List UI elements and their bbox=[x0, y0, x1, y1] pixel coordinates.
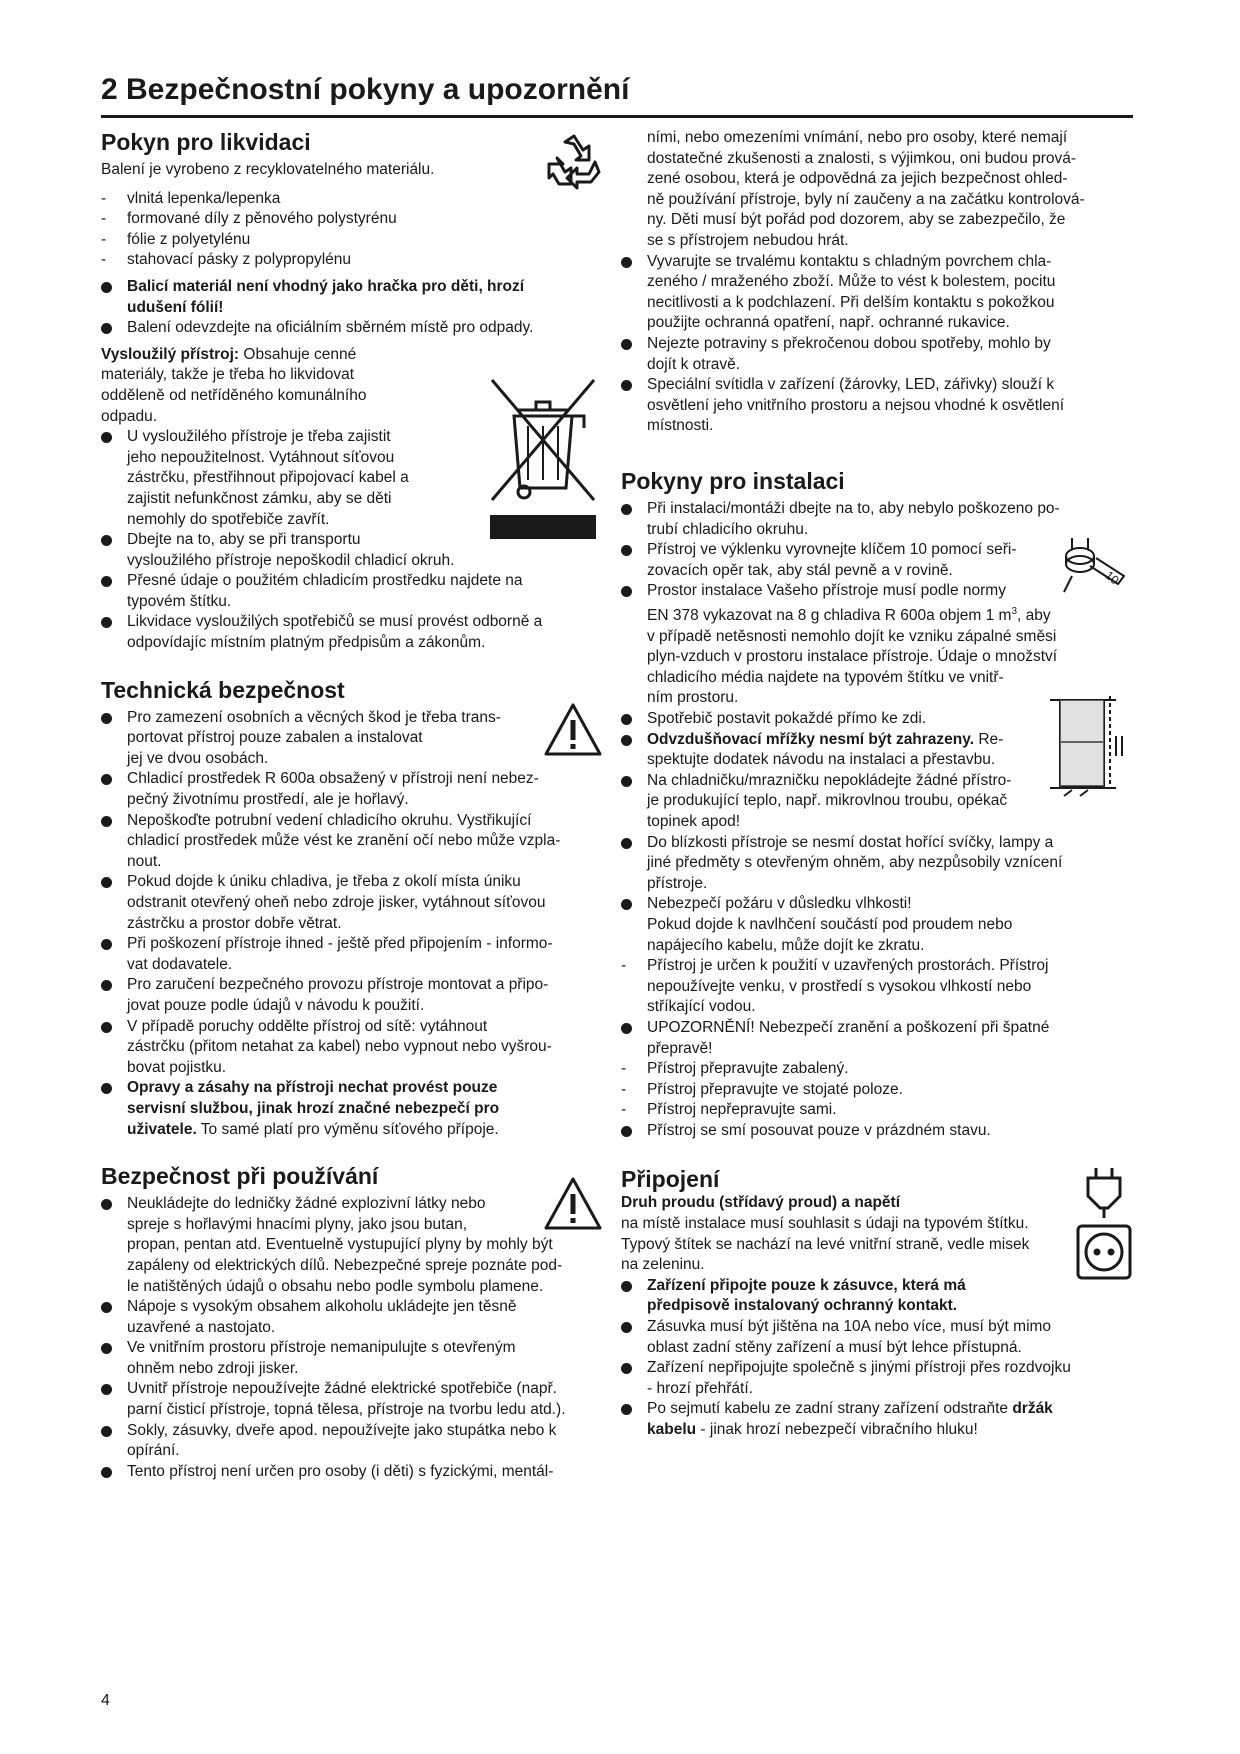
material-item: - vlnitá lepenka/lepenka bbox=[101, 189, 281, 207]
connect-text: na místě instalace musí souhlasit s údaji na typovém štítku. Typový štítek se nachází na levé vnitřní straně, vedle misek na zeleninu. bbox=[621, 1215, 1030, 1274]
usage-item: Tento přístroj není určen pro osoby (i děti) s fyzickými, mentál- bbox=[101, 1462, 609, 1483]
technical-item: Pokud dojde k úniku chladiva, je třeba z okolí místa úniku odstranit otevřený oheň nebo zdroje jisker, vytáhnout síťovou zástrčku a prostor dobře větrat. bbox=[101, 872, 609, 934]
usage-item: Speciální svítidla v zařízení (žárovky, LED, zářivky) slouží k osvětlení jeho vnitřního prostoru a nejsou vhodné k osvětlení místnosti. bbox=[621, 375, 1133, 437]
disposal-title: Pokyn pro likvidaci bbox=[101, 129, 311, 155]
page-title: 2 Bezpečnostní pokyny a upozornění bbox=[101, 73, 630, 106]
install-dash-line: - Přístroj je určen k použití v uzavřených prostorách. Přístroj nepoužívejte venku, v prostředí s vysokou vlhkostí nebo stříkající vodou. bbox=[621, 957, 1049, 1016]
install-item: Přístroj se smí posouvat pouze v prázdném stavu. bbox=[621, 1121, 1133, 1142]
warning-triangle-icon bbox=[543, 1176, 603, 1232]
old-appliance-text: Vysloužilý přístroj: Obsahuje cenné materiály, takže je třeba ho likvidovat odděleně od netříděného komunálního odpadu. bbox=[101, 345, 367, 425]
socket-icon bbox=[1076, 1224, 1132, 1280]
install-item: Odvzdušňovací mřížky nesmí být zahrazeny. Re- spektujte dodatek návodu na instalaci a přestavbu. bbox=[621, 730, 1133, 771]
material-item: - formované díly z pěnového polystyrénu bbox=[101, 210, 397, 228]
connect-subtitle: Druh proudu (střídavý proud) a napětí bbox=[621, 1194, 901, 1212]
usage-item: Uvnitř přístroje nepoužívejte žádné elektrické spotřebiče (např. parní čisticí přístroje, topná tělesa, přístroje na tvorbu ledu atd.). bbox=[101, 1379, 609, 1420]
usage-list bbox=[101, 1194, 609, 1482]
install-line: Na chladničku/mrazničku nepokládejte žádné přístro- je produkující teplo, např. mikrovlnou troubu, opékač topinek apod! bbox=[621, 771, 1133, 833]
disposal-bullet: Přesné údaje o použitém chladicím prostředku najdete na typovém štítku. bbox=[101, 571, 609, 612]
install-item: Spotřebič postavit pokaždé přímo ke zdi. bbox=[621, 709, 1133, 730]
usage-continuation-line: dostatečné zkušenosti a znalosti, s výjimkou, oni budou prová- bbox=[647, 149, 1077, 167]
disposal-bullet: U vysloužilého přístroje je třeba zajistit jeho nepoužitelnost. Vytáhnout síťovou zástrčku, přestřihnout připojovací kabel a zajistit nefunkčnost zámku, aby se děti nemohly do spotřebiče zavřít. bbox=[101, 427, 609, 530]
connect-item: Zásuvka musí být jištěna na 10A nebo více, musí být mimo oblast zadní stěny zařízení a musí být lehce přístupná. bbox=[621, 1317, 1133, 1358]
svg-text:10: 10 bbox=[1102, 568, 1122, 588]
usage-continuation-line: ně používání přístroje, byly ní zaučeny a na začátku kontrolová- bbox=[647, 190, 1085, 208]
install-title: Pokyny pro instalaci bbox=[621, 467, 845, 494]
install-dash-item: - Přístroj nepřepravujte sami. bbox=[621, 1101, 837, 1119]
usage-item: Nejezte potraviny s překročenou dobou spotřeby, mohlo by dojít k otravě. bbox=[621, 334, 1133, 375]
crossed-bin-icon bbox=[488, 370, 598, 540]
usage-continuation-line: se s přístrojem nebudou hrát. bbox=[647, 231, 849, 249]
install-item bbox=[621, 1018, 1133, 1059]
connect-title: Připojení bbox=[621, 1166, 720, 1193]
install-line: Do blízkosti přístroje se nesmí dostat hořící svíčky, lampy a jiné předměty s otevřeným ohněm, aby nezpůsobily vznícení přístroje. bbox=[621, 833, 1133, 895]
install-item bbox=[621, 894, 1133, 956]
install-item bbox=[621, 833, 1133, 895]
install-dash-item: - Přístroj přepravujte ve stojaté poloze. bbox=[621, 1080, 903, 1098]
disposal-bullet: Dbejte na to, aby se při transportu vysloužilého přístroje nepoškodil chladicí okruh. bbox=[101, 530, 609, 571]
packaging-warning: Balicí materiál není vhodný jako hračka pro děti, hrozí udušení fólií! bbox=[101, 277, 609, 318]
usage-item: Neukládejte do ledničky žádné explozivní látky nebo spreje s hořlavými hnacími plyny, jako jsou butan, propan, pentan atd. Eventuelně vystupující plyny by mohly být zapáleny od elektrických dílů. Nebezpečné spreje poznáte pod- le natištěných údajů o obsahu nebo podle symbolu plamene. bbox=[101, 1194, 609, 1297]
usage-continuation-line: zené osobou, která je odpovědná za jejich bezpečnost ohled- bbox=[647, 170, 1068, 188]
usage-title: Bezpečnost při používání bbox=[101, 1163, 379, 1190]
usage-item: Ve vnitřním prostoru přístroje nemanipulujte s otevřeným ohněm nebo zdroji jisker. bbox=[101, 1338, 609, 1379]
connect-item: Zařízení připojte pouze k zásuvce, která má předpisově instalovaný ochranný kontakt. bbox=[621, 1276, 1133, 1317]
usage-continuation-list bbox=[621, 252, 1133, 437]
install-dash-item bbox=[621, 956, 1133, 1018]
left-column bbox=[101, 128, 609, 1482]
usage-item: Vyvarujte se trvalému kontaktu s chladným povrchem chla- zeného / mraženého zboží. Může to vést k bolestem, pocitu necitlivosti a k podchlazení. Při delším kontaktu s pokožkou použijte ochranná opatření, např. ochranné rukavice. bbox=[621, 252, 1133, 334]
install-line: Při instalaci/montáži dbejte na to, aby nebylo poškozeno po- trubí chladicího okruhu. bbox=[621, 499, 1133, 540]
plug-icon bbox=[1078, 1166, 1130, 1218]
technical-list bbox=[101, 708, 609, 1079]
install-line: UPOZORNĚNÍ! Nebezpečí zranění a poškození při špatné přepravě! bbox=[621, 1018, 1133, 1059]
material-item: - fólie z polyetylénu bbox=[101, 230, 251, 248]
fridge-ventilation-icon bbox=[1046, 676, 1132, 806]
technical-item: V případě poruchy oddělte přístroj od sítě: vytáhnout zástrčku (přitom netahat za kabel) nebo vypnout nebo vyšrou- bovat pojistku. bbox=[101, 1017, 609, 1079]
install-line: Přístroj ve výklenku vyrovnejte klíčem 10 pomocí seři- zovacích opěr tak, aby stál pevně a v rovině. bbox=[621, 540, 1133, 581]
technical-item: Pro zaručení bezpečného provozu přístroje montovat a připo- jovat pouze podle údajů v návodu k použití. bbox=[101, 975, 609, 1016]
usage-continuation-line: ními, nebo omezeními vnímání, nebo pro osoby, které nemají bbox=[647, 129, 1068, 146]
install-dash-item: - Přístroj přepravujte zabalený. bbox=[621, 1060, 849, 1078]
usage-continuation-line: ny. Děti musí být pořád pod dozorem, aby se zabezpečilo, že bbox=[647, 211, 1066, 229]
warning-triangle-icon bbox=[543, 702, 603, 758]
usage-item: Nápoje s vysokým obsahem alkoholu ukládejte jen těsně uzavřené a nastojato. bbox=[101, 1297, 609, 1338]
technical-title: Technická bezpečnost bbox=[101, 676, 345, 703]
install-item bbox=[621, 540, 1133, 581]
technical-item: Při poškození přístroje ihned - ještě před připojením - informo- vat dodavatele. bbox=[101, 934, 609, 975]
technical-item: Pro zamezení osobních a věcných škod je třeba trans- portovat přístroj pouze zabalen a instalovat jej ve dvou osobách. bbox=[101, 708, 609, 770]
title-rule bbox=[101, 115, 1133, 118]
return-note: Balení odevzdejte na oficiálním sběrném místě pro odpady. bbox=[101, 318, 609, 339]
install-line: Nebezpečí požáru v důsledku vlhkosti! Pokud dojde k navlhčení součástí pod proudem nebo napájecího kabelu, může dojít ke zkratu. bbox=[621, 894, 1133, 956]
disposal-bullet: Likvidace vysloužilých spotřebičů se musí provést odborně a odpovídajíc místním platným předpisům a zákonům. bbox=[101, 612, 609, 653]
repair-warning: Opravy a zásahy na přístroji nechat provést pouze servisní službou, jinak hrozí značné nebezpečí pro uživatele. To samé platí pro výměnu síťového přípoje. bbox=[101, 1078, 609, 1140]
usage-continuation bbox=[621, 128, 1133, 252]
install-item: Prostor instalace Vašeho přístroje musí podle normy EN 378 vykazovat na 8 g chladiva R 600a objem 1 $m^3$, aby v případě netěsnosti nemohlo dojít ke vzniku zápalné směsi plyn-vzduch v prostoru instalace přístroje. Údaje o množství chladicího média najdete na typovém štítku ve vnitř- ním prostoru. bbox=[621, 581, 1133, 709]
usage-item: Sokly, zásuvky, dveře apod. nepoužívejte jako stupátka nebo k opírání. bbox=[101, 1421, 609, 1462]
connect-item: Po sejmutí kabelu ze zadní strany zařízení odstraňte držák kabelu - jinak hrozí nebezpečí vibračního hluku! bbox=[621, 1399, 1133, 1440]
material-item: - stahovací pásky z polypropylénu bbox=[101, 251, 352, 269]
page-number: 4 bbox=[101, 1692, 110, 1709]
technical-item: Chladicí prostředek R 600a obsažený v přístroji není nebez- pečný životnímu prostředí, ale je hořlavý. bbox=[101, 769, 609, 810]
connect-item: Zařízení nepřipojujte společně s jinými přístroji přes rozdvojku - hrozí přehřátí. bbox=[621, 1358, 1133, 1399]
wrench-10-icon bbox=[1060, 534, 1132, 596]
disposal-intro: Balení je vyrobeno z recyklovatelného materiálu. bbox=[101, 161, 435, 178]
recycle-icon bbox=[543, 132, 605, 194]
install-item bbox=[621, 499, 1133, 540]
technical-item: Nepoškoďte potrubní vedení chladicího okruhu. Vystřikující chladicí prostředek může vést ke zranění očí nebo může vzpla- nout. bbox=[101, 811, 609, 873]
